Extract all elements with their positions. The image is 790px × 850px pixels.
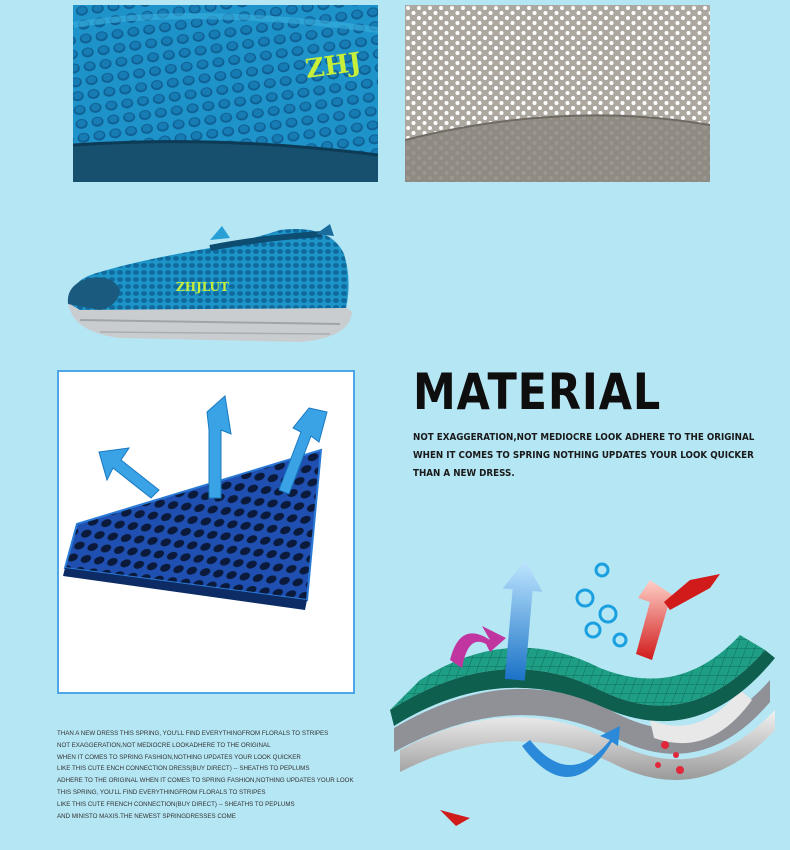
shoe-brand-print: ZHJLUT <box>176 280 229 294</box>
fine-print-line: LIKE THIS CUTE FRENCH CONNECTION(BUY DIRECT) -- SHEATHS TO PEPLUMS <box>57 800 295 808</box>
material-line: NOT EXAGGERATION,NOT MEDIOCRE LOOK ADHERE TO THE ORIGINAL <box>413 432 755 443</box>
material-line: WHEN IT COMES TO SPRING NOTHING UPDATES YOUR LOOK QUICKER <box>413 449 754 461</box>
fine-print <box>57 728 397 822</box>
mesh-closeup-photo <box>73 5 378 182</box>
fine-print-line: AND MINISTO MAXIS.THE NEWEST SPRINGDRESSES COME <box>57 812 236 820</box>
material-description <box>413 429 755 482</box>
fine-print-line: THAN A NEW DRESS THIS SPRING, YOU'LL FIND EVERYTHINGFROM FLORALS TO STRIPES <box>57 730 329 737</box>
fine-print-line: ADHERE TO THE ORIGINAL WHEN IT COMES TO SPRING FASHION,NOTHING UPDATES YOUR LOOK <box>57 777 354 785</box>
fine-print-line: NOT EXAGGERATION,NOT MEDIOCRE LOOKADHERE TO THE ORIGINAL <box>57 741 271 749</box>
material-heading: MATERIAL <box>413 363 662 421</box>
insole-closeup-photo <box>405 5 710 182</box>
material-line: THAN A NEW DRESS. <box>413 467 515 479</box>
shoe-photo <box>60 220 360 360</box>
mesh-airflow-card <box>57 370 355 694</box>
fine-print-line: WHEN IT COMES TO SPRING FASHION,NOTHING UPDATES YOUR LOOK QUICKER <box>57 753 301 761</box>
fine-print-line: LIKE THIS CUTE ENCH CONNECTION DRESS(BUY DIRECT) -- SHEATHS TO PEPLUMS <box>57 765 310 773</box>
mesh-brand-print: ZHJ <box>303 47 364 85</box>
fine-print-line: THIS SPRING, YOU'LL FIND EVERYTHINGFROM FLORALS TO STRIPES <box>57 788 266 796</box>
fabric-layers-diagram <box>380 540 780 840</box>
